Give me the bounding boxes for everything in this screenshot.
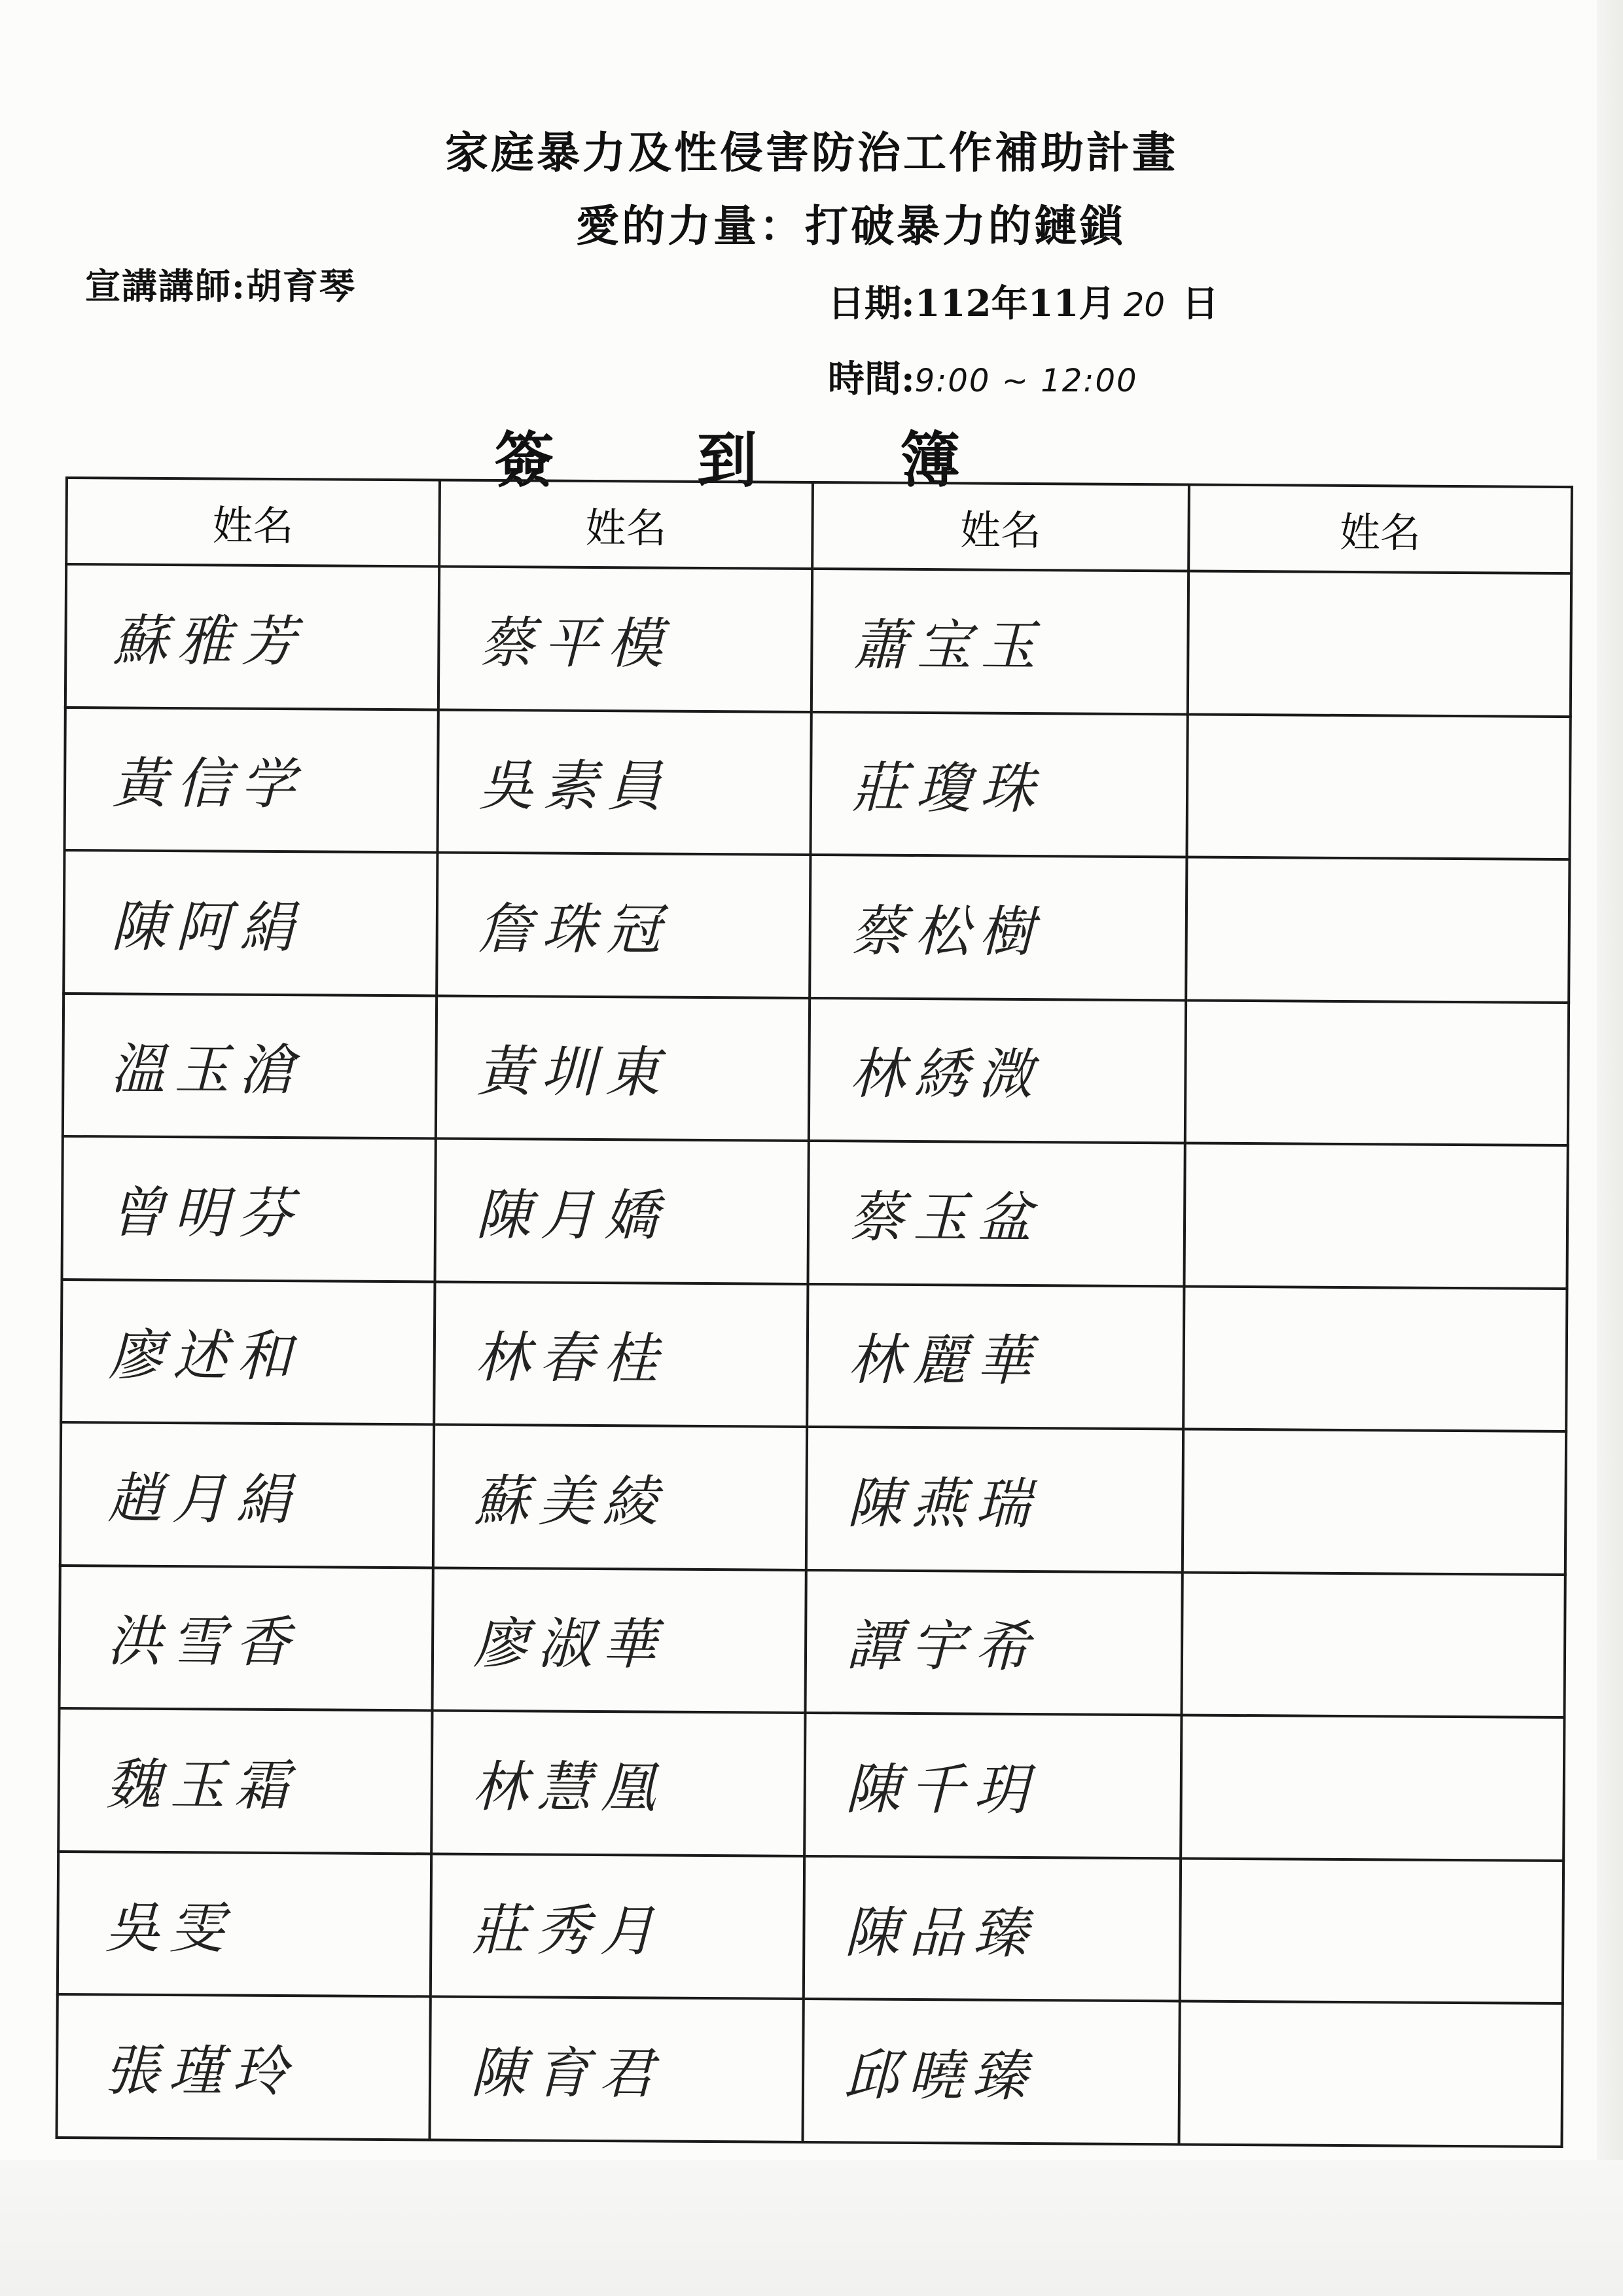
table-row <box>58 1852 1563 2004</box>
table-row <box>62 1136 1568 1289</box>
signature-cell: 林麗華 <box>807 1284 1184 1429</box>
signature-cell: 陳品臻 <box>804 1856 1181 2001</box>
page-bottom-margin <box>0 2160 1623 2296</box>
signature-cell: 廖淑華 <box>432 1568 806 1713</box>
signature-cell: 林慧凰 <box>431 1711 805 1856</box>
column-header-name-1: 姓名 <box>66 478 440 566</box>
table-row <box>56 1994 1562 2147</box>
signature-cell: 魏玉霜 <box>58 1708 432 1854</box>
signature-cell: 蘇雅芳 <box>65 564 439 709</box>
signature-cell: 邱曉臻 <box>802 1999 1179 2144</box>
lecturer-line <box>85 259 356 309</box>
signature-cell: 莊秀月 <box>431 1854 804 1999</box>
signature-cell: 蔡平模 <box>438 566 812 711</box>
table-row <box>58 1708 1564 1861</box>
signature-cell: 陳千玥 <box>804 1713 1181 1858</box>
signature-cell: 林春桂 <box>434 1282 808 1427</box>
signature-cell: 張瑾玲 <box>56 1994 430 2140</box>
signature-cell: 蕭宝玉 <box>812 569 1188 714</box>
sign-in-title-char-2: 到 <box>697 425 758 495</box>
time-line <box>828 350 1138 403</box>
signature-cell: 吳素員 <box>438 709 812 855</box>
table-row <box>63 850 1569 1003</box>
signature-cell: 詹珠冠 <box>437 853 810 998</box>
time-value-handwritten: 9:00 ~ 12:00 <box>914 363 1138 399</box>
date-label: 日期:112年11月 <box>828 282 1116 325</box>
signature-cell: 廖述和 <box>61 1280 435 1425</box>
signature-cell: 蔡玉盆 <box>808 1141 1185 1286</box>
signature-cell <box>1181 1572 1565 1717</box>
column-header-name-4: 姓名 <box>1188 484 1572 573</box>
date-line <box>828 275 1219 327</box>
lecturer-name: 胡育琴 <box>245 265 356 307</box>
table-row <box>61 1280 1567 1432</box>
signature-cell: 陳育君 <box>429 1997 803 2142</box>
signature-cell <box>1183 1286 1567 1431</box>
signature-cell: 陳月嬌 <box>435 1139 808 1284</box>
signature-cell <box>1181 1715 1564 1861</box>
signature-cell <box>1180 1858 1563 2003</box>
table-row <box>63 994 1569 1146</box>
signature-cell: 黃圳東 <box>436 996 810 1141</box>
document-title: 家庭暴力及性侵害防治工作補助計畫 <box>445 127 1178 178</box>
table-row <box>60 1422 1566 1575</box>
signature-cell: 莊瓊珠 <box>810 712 1187 857</box>
signature-cell: 洪雪香 <box>60 1566 433 1711</box>
sign-in-table <box>55 476 1573 2148</box>
signature-cell <box>1179 2001 1562 2147</box>
signature-cell: 蘇美綾 <box>433 1425 807 1570</box>
signature-cell <box>1183 1429 1566 1575</box>
signature-cell: 溫玉滄 <box>63 994 437 1139</box>
signature-cell <box>1186 857 1569 1003</box>
signature-cell: 林綉溦 <box>809 998 1186 1143</box>
table-row <box>65 708 1571 860</box>
document-subtitle: 愛的力量：打破暴力的鏈鎖 <box>576 200 1126 251</box>
sign-in-title-char-3: 簿 <box>900 425 961 495</box>
signature-cell: 黃信学 <box>65 708 438 853</box>
signature-cell <box>1188 571 1571 716</box>
table-header-row <box>66 478 1572 573</box>
date-day-handwritten: 20 <box>1123 286 1166 324</box>
sign-in-title-char-1: 簽 <box>494 425 555 495</box>
time-label: 時間: <box>828 357 915 401</box>
signature-cell <box>1186 714 1570 859</box>
signature-cell: 蔡松樹 <box>810 855 1186 1000</box>
signature-cell: 陳阿絹 <box>63 850 437 996</box>
signature-cell: 曾明芬 <box>62 1136 436 1282</box>
lecturer-label: 宣講講師: <box>85 265 246 307</box>
table-row <box>65 564 1571 717</box>
column-header-name-2: 姓名 <box>439 480 813 568</box>
table-row <box>60 1566 1565 1718</box>
date-suffix: 日 <box>1182 282 1219 325</box>
signature-cell: 譚宇希 <box>805 1570 1182 1715</box>
signature-cell: 陳燕瑞 <box>806 1427 1183 1572</box>
signature-cell <box>1184 1143 1567 1289</box>
signature-cell: 吳雯 <box>58 1852 431 1997</box>
column-header-name-3: 姓名 <box>812 482 1189 571</box>
signature-cell <box>1185 1000 1569 1145</box>
page-edge-shadow <box>1597 0 1623 2296</box>
signature-cell: 趙月絹 <box>60 1422 434 1568</box>
